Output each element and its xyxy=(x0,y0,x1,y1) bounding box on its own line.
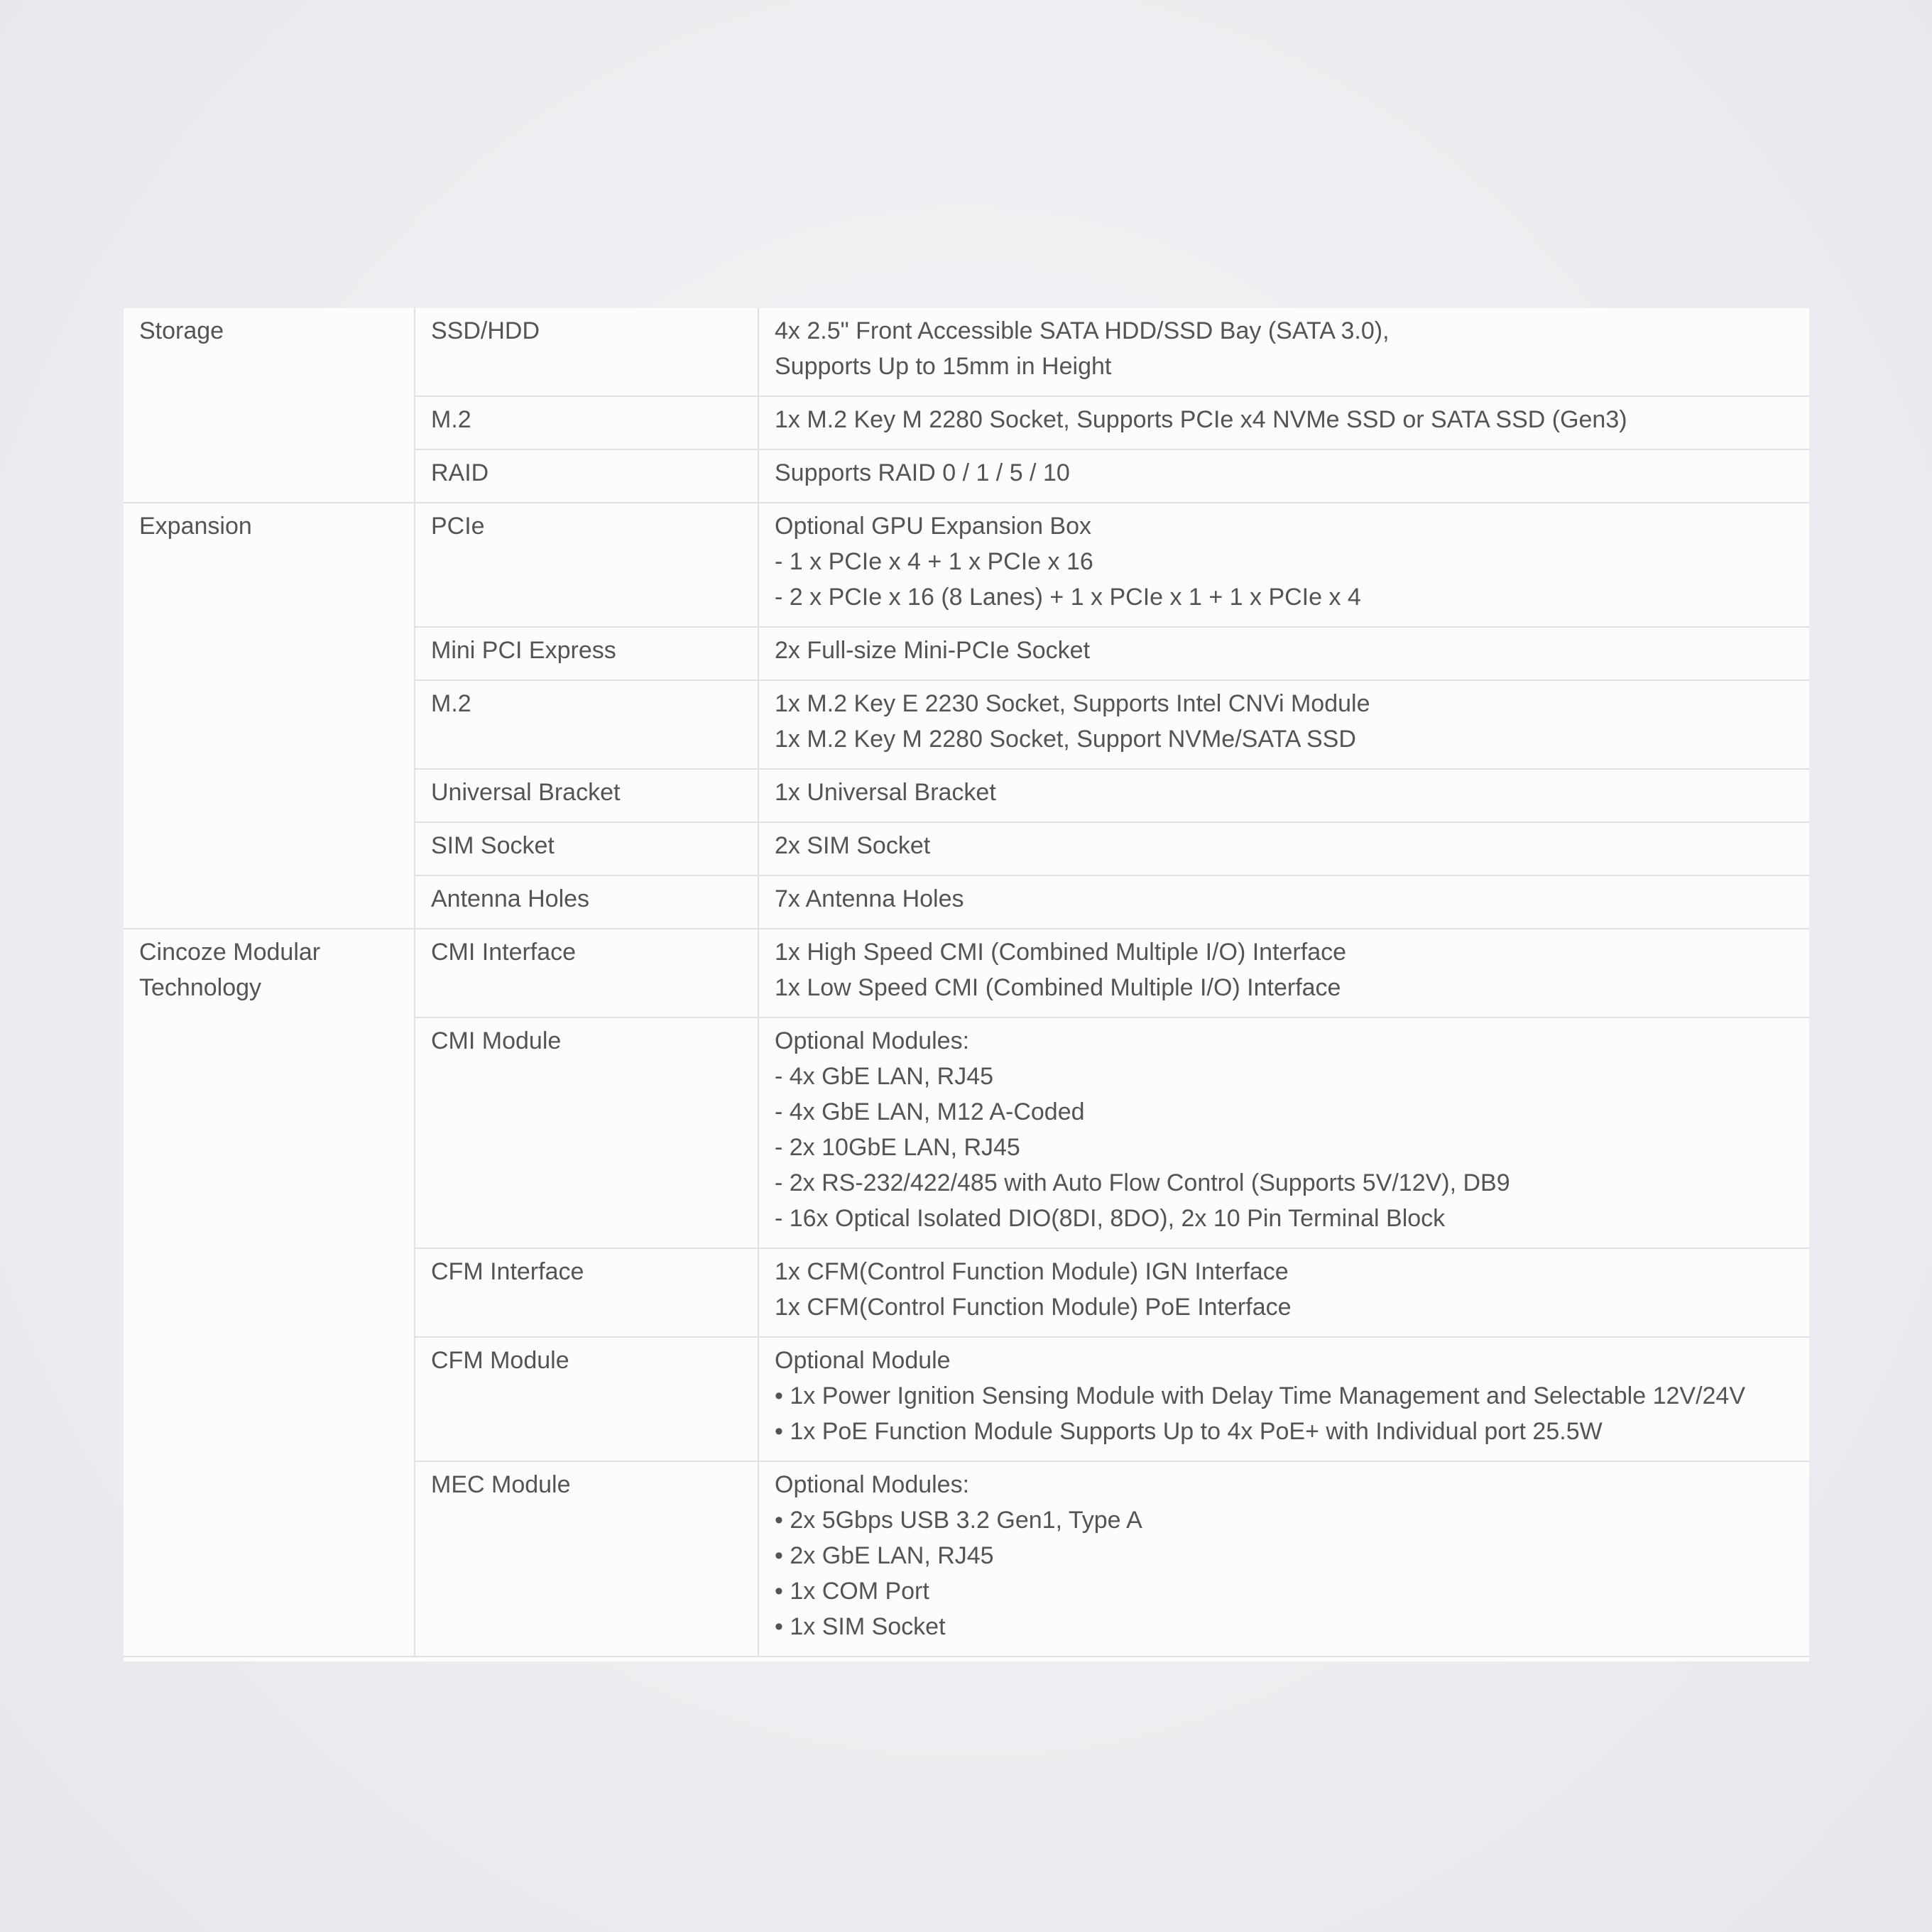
spec-item-text: CFM Interface xyxy=(431,1258,584,1285)
spec-value-line: - 2 x PCIe x 16 (8 Lanes) + 1 x PCIe x 1 + 1 x PCIe x 4 xyxy=(775,584,1361,611)
spec-value-line: - 2x RS-232/422/485 with Auto Flow Control (Supports 5V/12V), DB9 xyxy=(775,1169,1510,1196)
group-label-text: Cincoze Modular xyxy=(139,939,321,966)
spec-value-line: Supports Up to 15mm in Height xyxy=(775,353,1112,380)
spec-table-body xyxy=(124,308,1809,1657)
spec-item-text: PCIe xyxy=(431,513,485,540)
spec-value-line: Optional GPU Expansion Box xyxy=(775,513,1092,540)
spec-item-label xyxy=(415,1248,758,1337)
group-label xyxy=(124,929,415,1657)
spec-table xyxy=(124,308,1809,1657)
spec-value xyxy=(758,396,1809,449)
spec-value-line: Supports RAID 0 / 1 / 5 / 10 xyxy=(775,459,1070,486)
spec-value-line: 1x M.2 Key E 2230 Socket, Supports Intel CNVi Module xyxy=(775,690,1370,717)
spec-value-line: 4x 2.5" Front Accessible SATA HDD/SSD Bay (SATA 3.0), xyxy=(775,317,1390,344)
spec-item-label xyxy=(415,769,758,822)
spec-sheet xyxy=(124,308,1809,1661)
spec-item-text: CMI Interface xyxy=(431,939,577,966)
spec-value-line: Optional Modules: xyxy=(775,1027,970,1054)
spec-item-label xyxy=(415,503,758,627)
spec-item-text: RAID xyxy=(431,459,489,486)
spec-item-text: SIM Socket xyxy=(431,832,555,859)
spec-item-text: Antenna Holes xyxy=(431,885,590,912)
spec-value-line: 2x SIM Socket xyxy=(775,832,931,859)
spec-item-label xyxy=(415,1017,758,1248)
spec-value-line: - 16x Optical Isolated DIO(8DI, 8DO), 2x 10 Pin Terminal Block xyxy=(775,1205,1446,1232)
spec-value xyxy=(758,769,1809,822)
spec-item-label xyxy=(415,1337,758,1461)
group-label-text: Storage xyxy=(139,317,224,344)
spec-item-text: MEC Module xyxy=(431,1471,571,1498)
spec-value-line: 1x CFM(Control Function Module) PoE Interface xyxy=(775,1294,1292,1321)
spec-item-label xyxy=(415,822,758,875)
spec-value-line: 1x Low Speed CMI (Combined Multiple I/O) Interface xyxy=(775,974,1341,1001)
spec-item-label xyxy=(415,308,758,396)
spec-item-text: Universal Bracket xyxy=(431,779,621,806)
spec-value-line: • 1x Power Ignition Sensing Module with Delay Time Management and Selectable 12V/24V xyxy=(775,1382,1746,1409)
spec-value xyxy=(758,449,1809,503)
spec-value-line: - 4x GbE LAN, RJ45 xyxy=(775,1063,994,1090)
spec-item-label xyxy=(415,875,758,929)
table-row xyxy=(124,929,1809,1017)
table-row xyxy=(124,503,1809,627)
spec-item-label xyxy=(415,396,758,449)
group-label-text: Technology xyxy=(139,974,262,1001)
spec-item-text: Mini PCI Express xyxy=(431,637,616,664)
spec-item-label xyxy=(415,929,758,1017)
spec-value-line: - 2x 10GbE LAN, RJ45 xyxy=(775,1134,1020,1161)
spec-value xyxy=(758,680,1809,769)
group-label xyxy=(124,503,415,929)
spec-item-text: M.2 xyxy=(431,690,471,717)
spec-value-line: • 2x GbE LAN, RJ45 xyxy=(775,1542,994,1569)
spec-value xyxy=(758,1017,1809,1248)
spec-value-line: - 1 x PCIe x 4 + 1 x PCIe x 16 xyxy=(775,548,1093,575)
spec-value xyxy=(758,1337,1809,1461)
spec-item-text: SSD/HDD xyxy=(431,317,540,344)
spec-item-label xyxy=(415,680,758,769)
spec-value-line: • 1x SIM Socket xyxy=(775,1613,946,1640)
spec-value xyxy=(758,1248,1809,1337)
spec-value-line: Optional Module xyxy=(775,1347,951,1374)
spec-value-line: 1x M.2 Key M 2280 Socket, Support NVMe/SATA SSD xyxy=(775,726,1356,753)
spec-item-text: CMI Module xyxy=(431,1027,562,1054)
spec-value-line: 7x Antenna Holes xyxy=(775,885,964,912)
table-row xyxy=(124,308,1809,396)
group-label xyxy=(124,308,415,503)
spec-item-label xyxy=(415,627,758,680)
spec-item-text: CFM Module xyxy=(431,1347,569,1374)
spec-item-label xyxy=(415,1461,758,1657)
spec-value xyxy=(758,627,1809,680)
spec-value-line: Optional Modules: xyxy=(775,1471,970,1498)
spec-value xyxy=(758,875,1809,929)
spec-value-line: 1x M.2 Key M 2280 Socket, Supports PCIe x4 NVMe SSD or SATA SSD (Gen3) xyxy=(775,406,1627,433)
spec-item-text: M.2 xyxy=(431,406,471,433)
spec-value xyxy=(758,1461,1809,1657)
spec-value-line: • 1x COM Port xyxy=(775,1578,929,1605)
spec-value-line: 2x Full-size Mini-PCIe Socket xyxy=(775,637,1091,664)
spec-value xyxy=(758,503,1809,627)
spec-value-line: • 2x 5Gbps USB 3.2 Gen1, Type A xyxy=(775,1507,1142,1534)
spec-value xyxy=(758,308,1809,396)
group-label-text: Expansion xyxy=(139,513,252,540)
spec-value xyxy=(758,929,1809,1017)
spec-value-line: - 4x GbE LAN, M12 A-Coded xyxy=(775,1098,1085,1125)
spec-item-label xyxy=(415,449,758,503)
spec-value-line: • 1x PoE Function Module Supports Up to 4x PoE+ with Individual port 25.5W xyxy=(775,1418,1603,1445)
spec-value xyxy=(758,822,1809,875)
spec-value-line: 1x CFM(Control Function Module) IGN Interface xyxy=(775,1258,1289,1285)
spec-value-line: 1x High Speed CMI (Combined Multiple I/O) Interface xyxy=(775,939,1347,966)
spec-value-line: 1x Universal Bracket xyxy=(775,779,996,806)
